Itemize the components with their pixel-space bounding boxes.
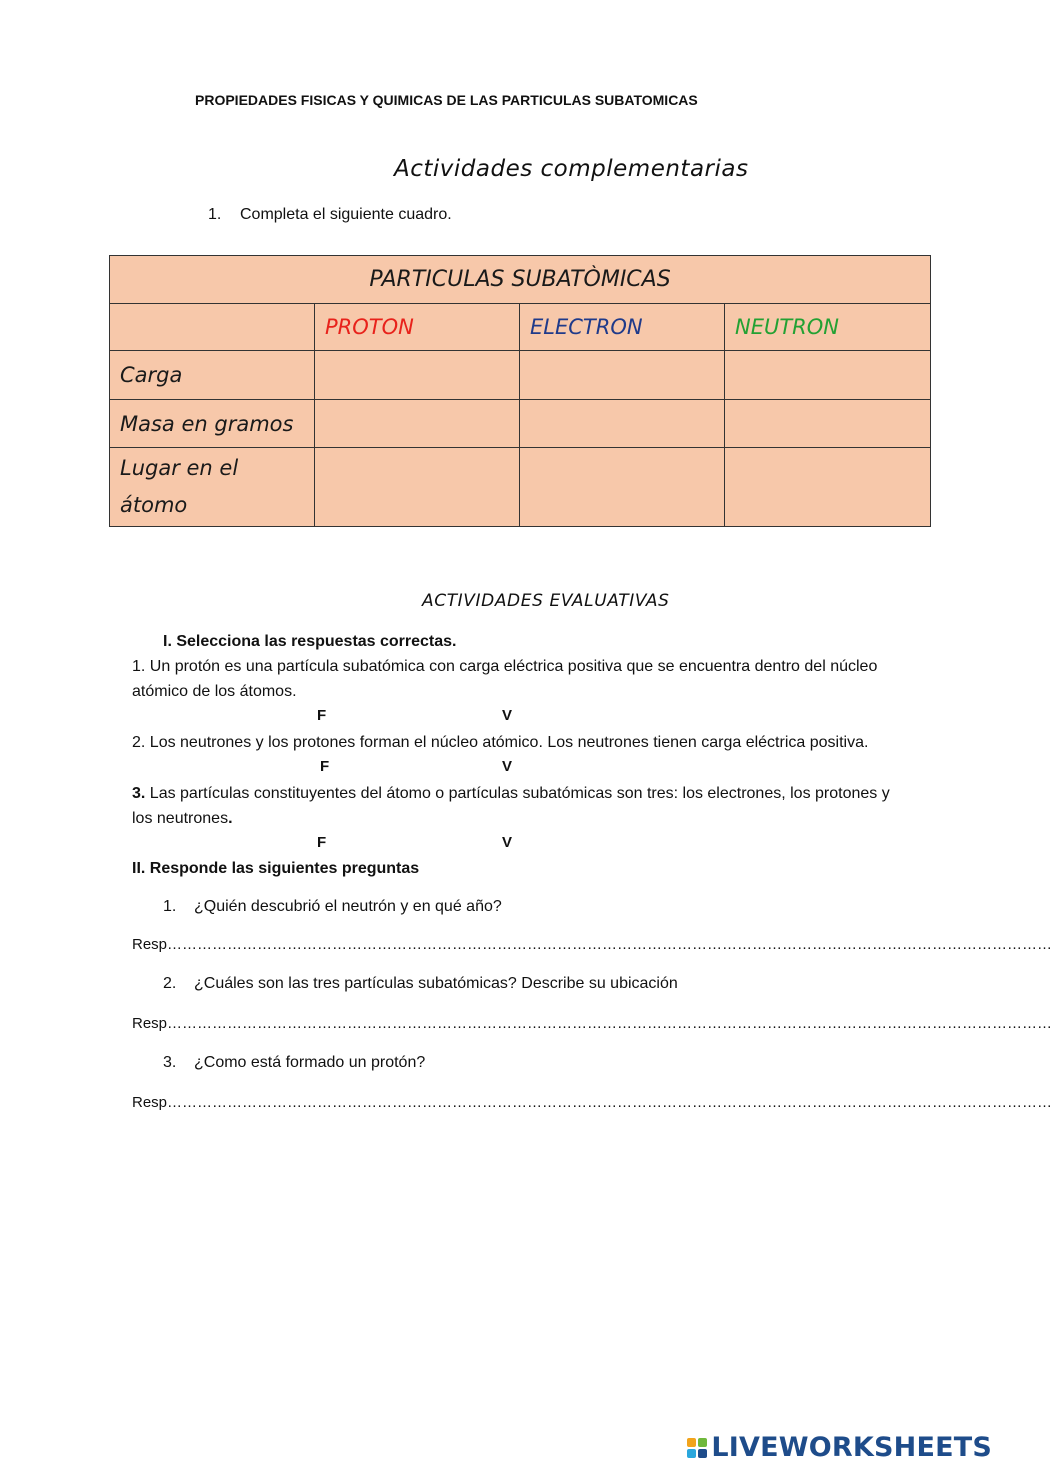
open-question-2-text: ¿Cuáles son las tres partículas subatómicas? Describe su ubicación (194, 975, 678, 992)
open-question-1-number: 1. (163, 898, 177, 915)
question3-line2 (132, 806, 233, 831)
question3-line2-text: los neutrones (132, 810, 229, 827)
section2-heading: II. Responde las siguientes preguntas (132, 860, 420, 877)
question3-option-f[interactable]: F (317, 834, 327, 851)
answer-cell-neutron-carga[interactable] (725, 351, 931, 400)
answer-line-3[interactable]: Resp…………………………………………………………………………………………………………………………………………………………… (132, 1094, 1052, 1111)
instruction-text: Completa el siguiente cuadro. (240, 206, 452, 223)
question3-number: 3. (132, 785, 146, 802)
question2-option-f[interactable]: F (320, 758, 330, 775)
answer-cell-proton-masa[interactable] (315, 400, 520, 448)
liveworksheets-logo (687, 1432, 992, 1463)
instruction-number: 1. (208, 206, 222, 223)
answer-line-2[interactable]: Resp…………………………………………………………………………………………………………………………………………………………… (132, 1015, 1052, 1032)
liveworksheets-logo-text: LIVEWORKSHEETS (711, 1432, 992, 1463)
question3-line1 (132, 781, 890, 806)
subtitle: Actividades complementarias (394, 156, 749, 182)
answer-line-1[interactable]: Resp…………………………………………………………………………………………………………………………………………………………… (132, 936, 1052, 953)
open-question-3-number: 3. (163, 1054, 177, 1071)
evaluation-title: ACTIVIDADES EVALUATIVAS (422, 591, 670, 611)
particles-table (109, 255, 931, 527)
column-header-empty (110, 304, 315, 351)
table-row (110, 400, 931, 448)
question2-option-v[interactable]: V (502, 758, 513, 775)
column-header-electron: ELECTRON (520, 304, 725, 351)
section1-heading: I. Selecciona las respuestas correctas. (163, 633, 457, 650)
question1-line2: atómico de los átomos. (132, 683, 297, 700)
question3-option-v[interactable]: V (502, 834, 513, 851)
row-label-lugar (110, 448, 315, 527)
answer-cell-proton-carga[interactable] (315, 351, 520, 400)
column-header-neutron: NEUTRON (725, 304, 931, 351)
question1-line1: 1. Un protón es una partícula subatómica con carga eléctrica positiva que se encuentra dentro del núcleo (132, 658, 878, 675)
table-row (110, 448, 931, 527)
column-header-proton: PROTON (315, 304, 520, 351)
question1-option-v[interactable]: V (502, 707, 513, 724)
liveworksheets-logo-icon (687, 1438, 707, 1458)
open-question-1-text: ¿Quién descubrió el neutrón y en qué año? (194, 898, 502, 915)
question3-text: Las partículas constituyentes del átomo o partículas subatómicas son tres: los electrones, los protones y (145, 785, 890, 802)
open-question-3-text: ¿Como está formado un protón? (194, 1054, 426, 1071)
row-label-lugar-line1: Lugar en el (120, 456, 239, 480)
answer-cell-electron-carga[interactable] (520, 351, 725, 400)
answer-cell-proton-lugar[interactable] (315, 448, 520, 527)
table-header: PARTICULAS SUBATÒMICAS (110, 256, 931, 304)
question3-period: . (228, 810, 233, 827)
question1-option-f[interactable]: F (317, 707, 327, 724)
answer-cell-neutron-lugar[interactable] (725, 448, 931, 527)
row-label-lugar-line2: átomo (120, 493, 188, 517)
open-question-2-number: 2. (163, 975, 177, 992)
row-label-masa: Masa en gramos (110, 400, 315, 448)
open-question-3 (163, 1054, 425, 1072)
answer-cell-neutron-masa[interactable] (725, 400, 931, 448)
document-title: PROPIEDADES FISICAS Y QUIMICAS DE LAS PARTICULAS SUBATOMICAS (195, 92, 698, 108)
row-label-carga: Carga (110, 351, 315, 400)
answer-cell-electron-masa[interactable] (520, 400, 725, 448)
question2-line1: 2. Los neutrones y los protones forman el núcleo atómico. Los neutrones tienen carga eléctrica positiva. (132, 734, 869, 751)
answer-cell-electron-lugar[interactable] (520, 448, 725, 527)
table-row (110, 351, 931, 400)
open-question-1 (163, 898, 502, 916)
open-question-2 (163, 975, 678, 993)
instruction (208, 206, 452, 224)
